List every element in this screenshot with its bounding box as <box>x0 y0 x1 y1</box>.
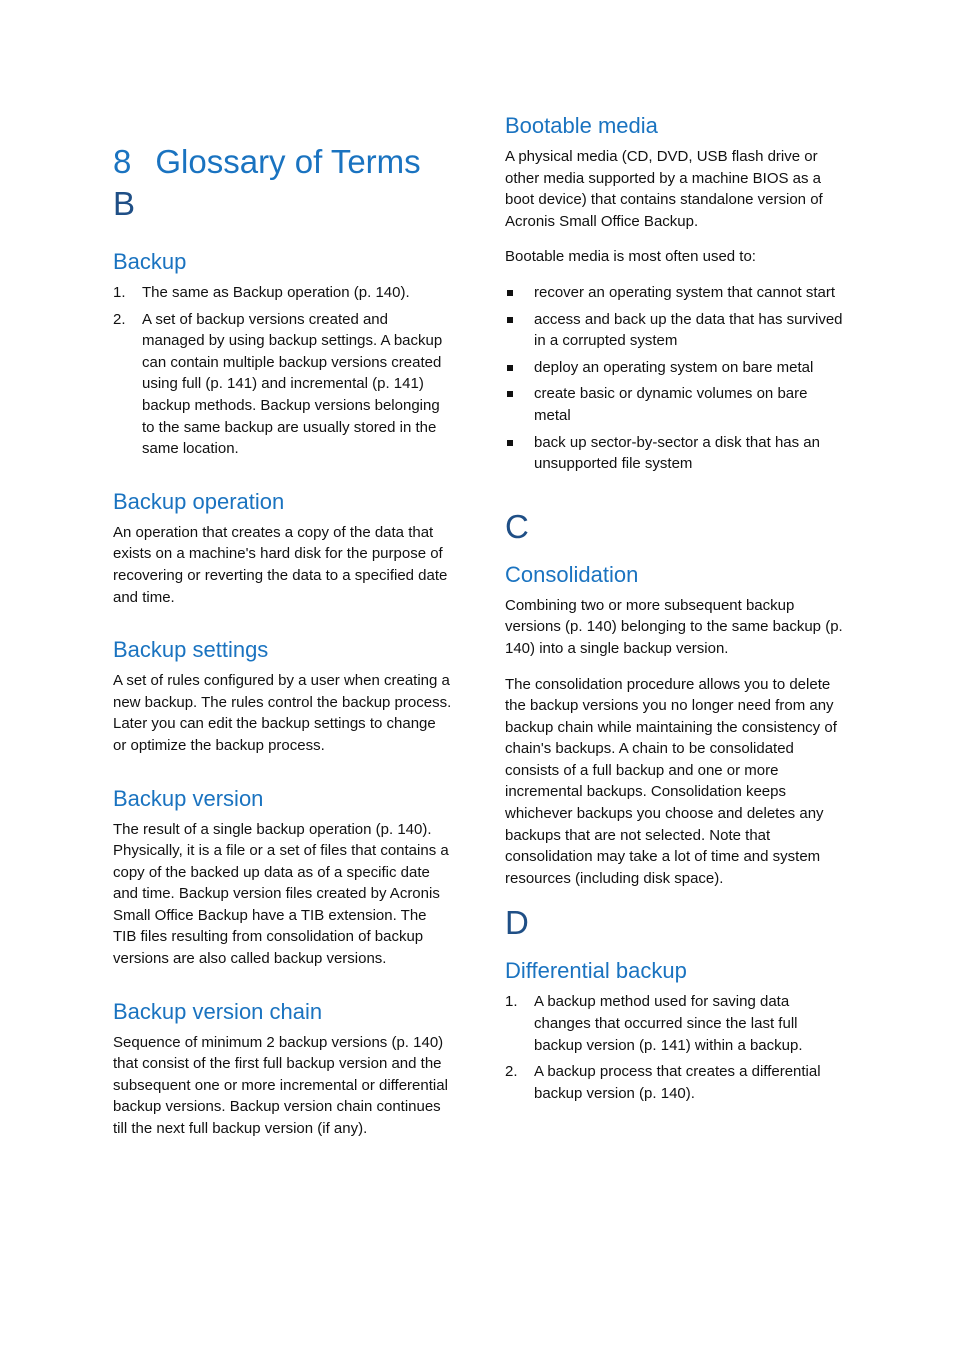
term-backup: Backup <box>113 249 187 274</box>
right-column <box>505 112 845 1118</box>
list-marker: 1. <box>113 284 126 301</box>
term-backup-settings: Backup settings <box>113 637 269 663</box>
list-item <box>113 282 453 304</box>
list-item-text: A backup process that creates a differential backup version (p. 140). <box>534 1063 821 1102</box>
list-item <box>113 309 453 460</box>
term-differential-backup: Differential backup <box>505 958 687 984</box>
bootable-media-intro: Bootable media is most often used to: <box>505 248 756 266</box>
list-marker: 2. <box>505 1063 518 1081</box>
definition-backup-version-chain: Sequence of minimum 2 backup versions (p. 140) that consist of the first full backup version and the subsequent one or more incremental or differential backup versions. Backup version chain continues till the next full backup version (if any). <box>113 1033 448 1138</box>
bullet-icon <box>505 357 534 379</box>
section-letter-c: C <box>505 507 529 545</box>
definition-backup-operation: An operation that creates a copy of the data that exists on a machine's hard disk for the purpose of recovering or reverting the data to a specified date and time. <box>113 523 448 606</box>
list-marker: 1. <box>505 993 518 1011</box>
term-consolidation: Consolidation <box>505 561 639 587</box>
list-item <box>505 282 845 304</box>
list-item-text: recover an operating system that cannot start <box>534 283 835 301</box>
backup-definition-list <box>113 282 453 460</box>
term-backup-version-chain: Backup version chain <box>113 998 323 1024</box>
list-item <box>505 383 845 426</box>
definition-bootable-media: A physical media (CD, DVD, USB flash drive or other media supported by a machine BIOS as a boot device) that contains standalone version of Acronis Small Office Backup. <box>505 148 823 230</box>
chapter-number: 8 <box>113 143 132 180</box>
list-item-text: create basic or dynamic volumes on bare metal <box>534 385 808 424</box>
term-backup-version: Backup version <box>113 785 264 811</box>
section-letter-b: B <box>113 185 136 222</box>
chapter-title-text: Glossary of Terms <box>155 143 421 180</box>
list-item <box>505 1061 845 1104</box>
list-item <box>505 309 845 352</box>
bullet-icon <box>505 383 534 426</box>
list-item-text: The same as Backup operation (p. 140). <box>142 284 410 301</box>
term-backup-operation: Backup operation <box>113 488 285 514</box>
bootable-media-uses-list <box>505 282 845 475</box>
list-item <box>505 991 845 1056</box>
bullet-icon <box>505 432 534 475</box>
section-letter-d: D <box>505 904 529 942</box>
consolidation-details: The consolidation procedure allows you to delete the backup versions you no longer need from any backup chain while maintaining the consistency of chain's backups. A chain to be consolidated consists of a full backup and one or more incremental backups. Consolidation keeps whichever backups you choose and deletes any backups that are not selected. Note that consolidation may take a lot of time and system resources (including disk space). <box>505 675 837 887</box>
chapter-title <box>113 140 453 184</box>
left-column <box>113 140 453 1154</box>
definition-consolidation: Combining two or more subsequent backup versions (p. 140) belonging to the same backup (p. 140) into a single backup version. <box>505 596 843 657</box>
list-item-text: access and back up the data that has survived in a corrupted system <box>534 310 843 350</box>
list-item <box>505 357 845 379</box>
list-item-text: back up sector-by-sector a disk that has an unsupported file system <box>534 433 820 473</box>
differential-backup-definition-list <box>505 991 845 1104</box>
definition-backup-version: The result of a single backup operation (p. 140). Physically, it is a file or a set of files that contains a copy of the backed up data as of a specific date and time. Backup version files created by Acronis Small Office Backup have a TIB extension. The TIB files resulting from consolidation of backup versions are also called backup versions. <box>113 820 449 968</box>
list-marker: 2. <box>113 310 126 328</box>
definition-backup-settings: A set of rules configured by a user when creating a new backup. The rules control the backup process. Later you can edit the backup settings to change or optimize the backup process. <box>113 672 452 754</box>
list-item-text: A set of backup versions created and managed by using backup settings. A backup can contain multiple backup versions created using full (p. 141) and incremental (p. 141) backup methods. Backup versions belonging to the same backup are usually stored in the same location. <box>142 310 443 458</box>
term-bootable-media: Bootable media <box>505 113 658 138</box>
list-item <box>505 432 845 475</box>
list-item-text: A backup method used for saving data changes that occurred since the last full backup version (p. 141) within a backup. <box>534 993 803 1054</box>
list-item-text: deploy an operating system on bare metal <box>534 358 814 376</box>
bullet-icon <box>505 282 534 304</box>
bullet-icon <box>505 309 534 352</box>
